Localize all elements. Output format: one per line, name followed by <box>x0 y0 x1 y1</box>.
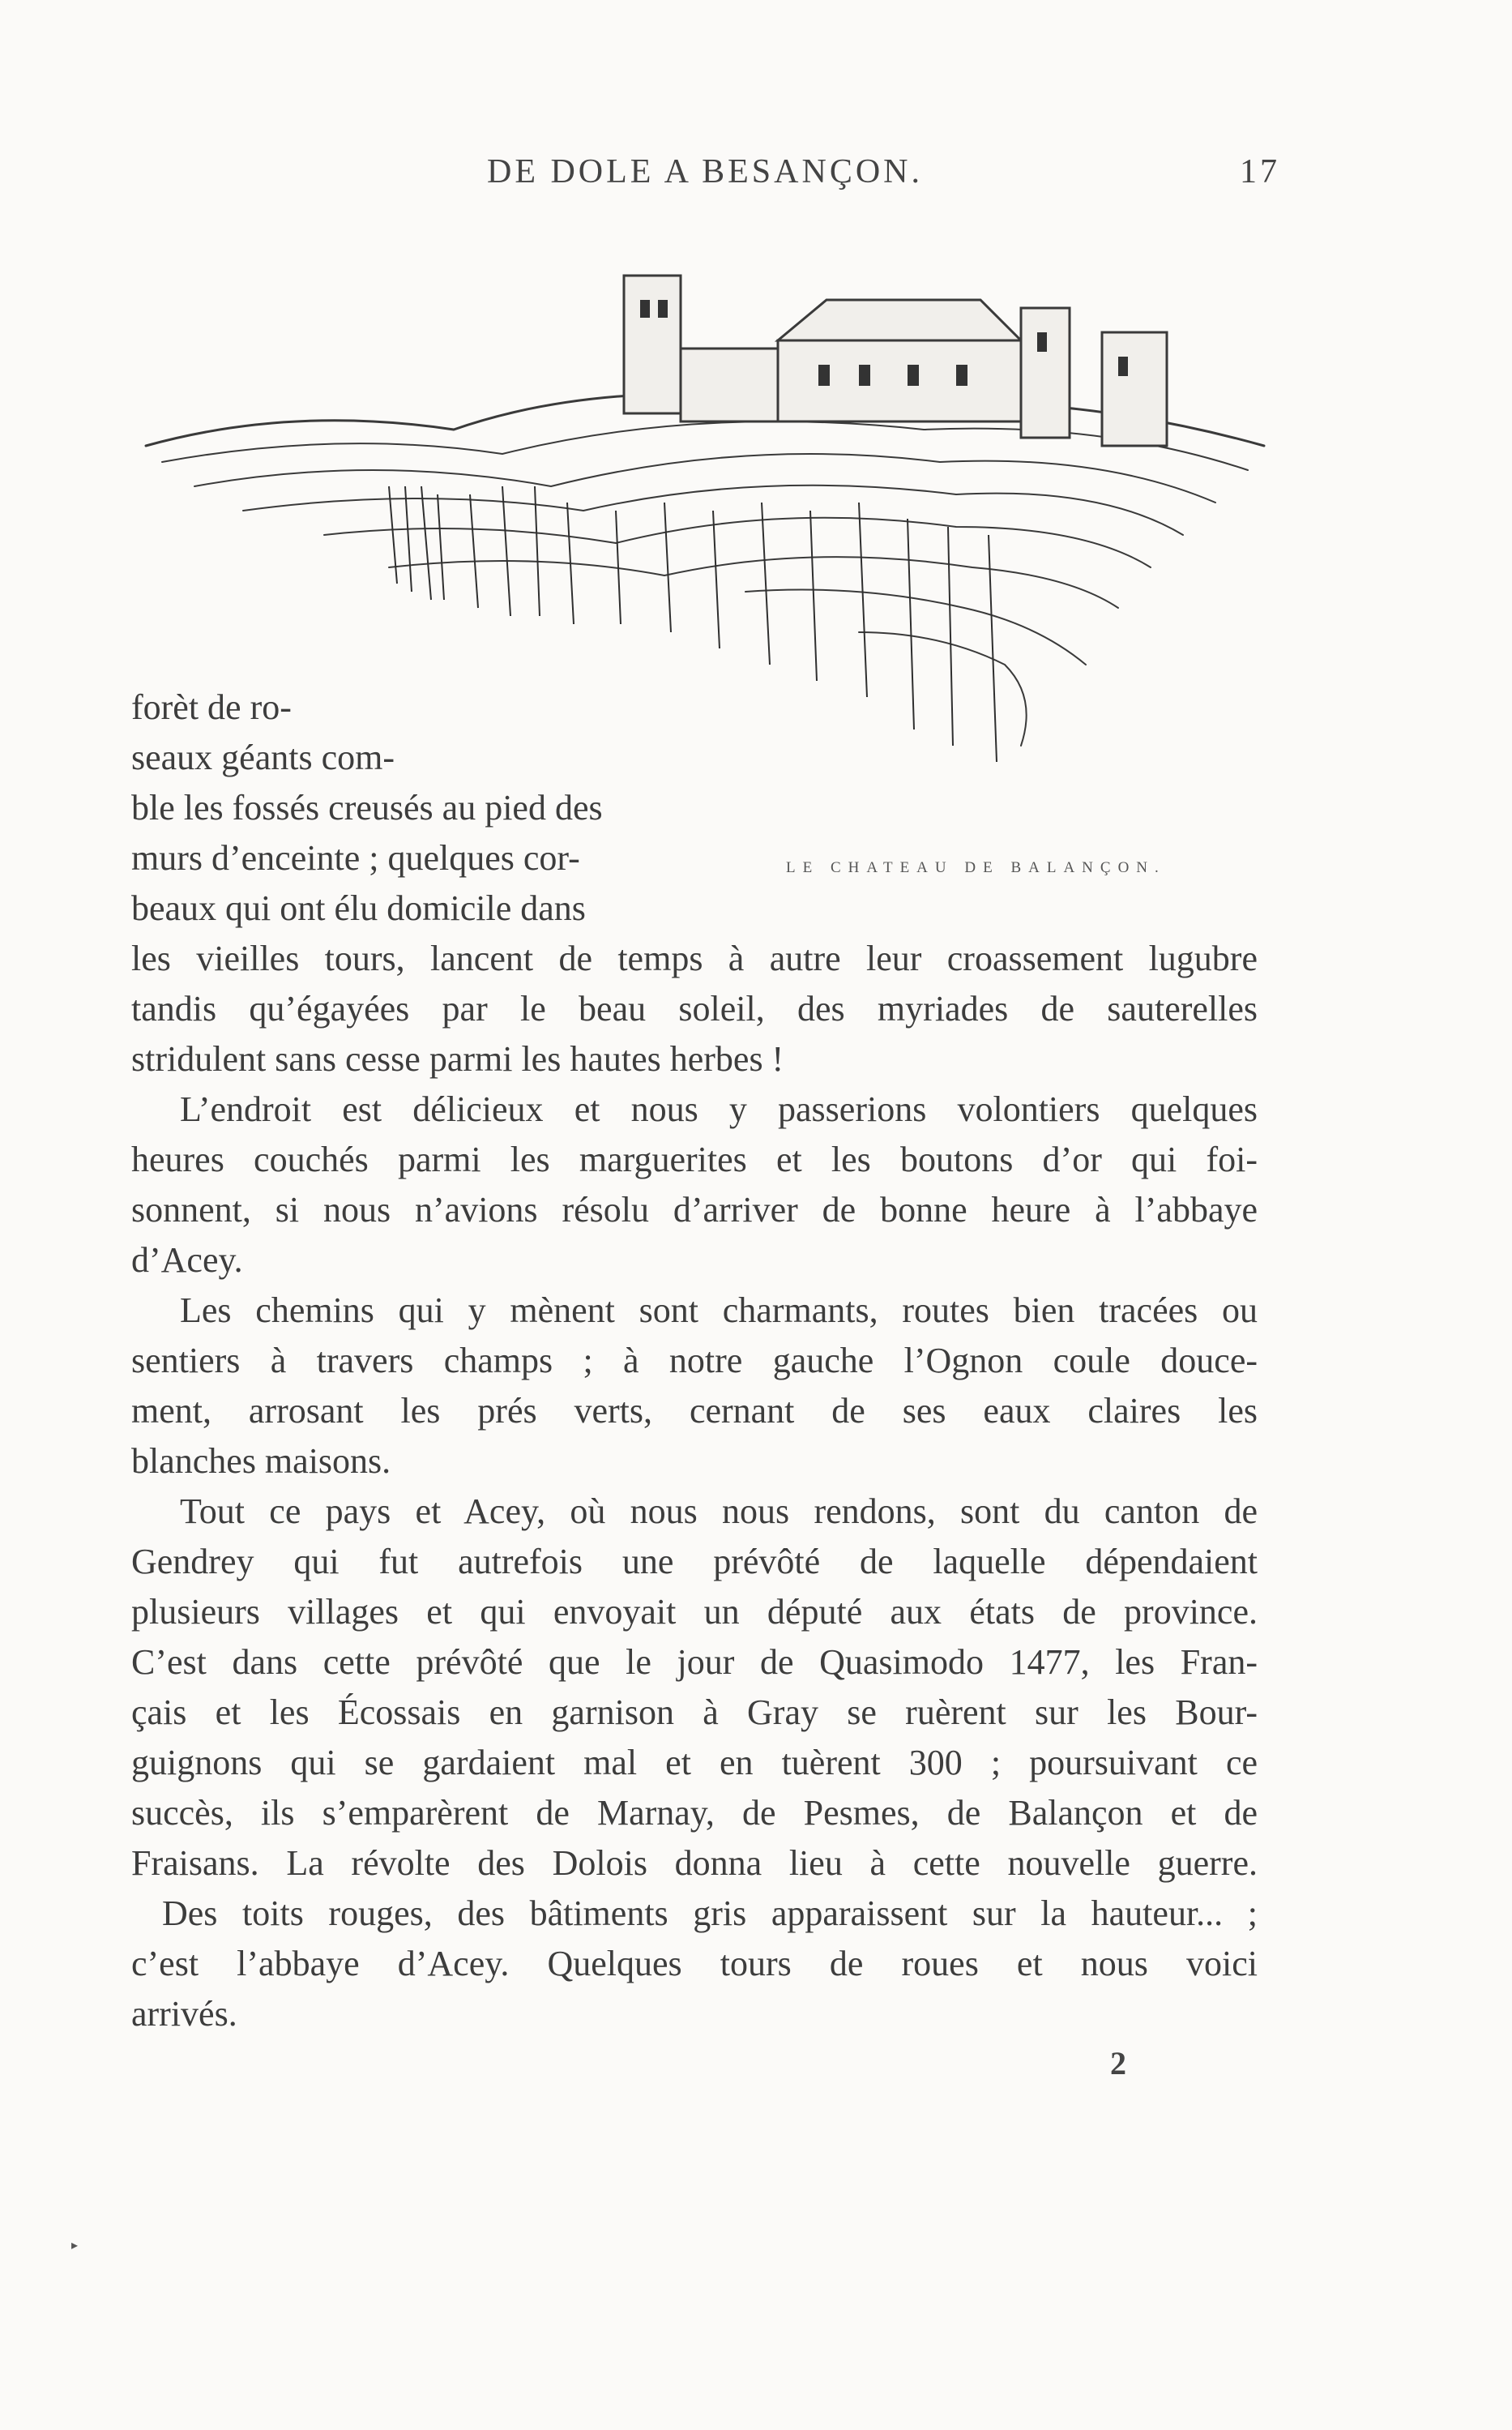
text-line: les vieilles tours, lancent de temps à autre leur croassement lugubre <box>131 939 1258 978</box>
signature-mark: 2 <box>1110 2045 1126 2081</box>
text-line: murs d’enceinte ; quelques cor- <box>131 838 580 878</box>
text-line: Tout ce pays et Acey, où nous nous rendons, sont du canton de <box>180 1491 1258 1531</box>
text-line: ment, arrosant les prés verts, cernant de ses eaux claires les <box>131 1391 1258 1431</box>
text-line: c’est l’abbaye d’Acey. Quelques tours de roues et nous voici <box>131 1944 1258 1983</box>
text-line: sentiers à travers champs ; à notre gauche l’Ognon coule douce- <box>131 1341 1258 1380</box>
text-line: d’Acey. <box>131 1240 243 1280</box>
text-line: Des toits rouges, des bâtiments gris apparaissent sur la hauteur... ; <box>162 1893 1258 1933</box>
text-line: beaux qui ont élu domicile dans <box>131 888 586 928</box>
text-line: ble les fossés creusés au pied des <box>131 788 603 828</box>
running-header <box>130 152 1280 201</box>
text-line: çais et les Écossais en garnison à Gray se ruèrent sur les Bour- <box>131 1692 1258 1732</box>
text-line: succès, ils s’emparèrent de Marnay, de Pesmes, de Balançon et de <box>131 1793 1258 1833</box>
margin-mark: ▸ <box>71 2239 79 2252</box>
vegetation-hatching <box>146 393 1264 746</box>
text-line: Les chemins qui y mènent sont charmants, routes bien tracées ou <box>180 1290 1258 1330</box>
text-line: tandis qu’égayées par le beau soleil, des myriades de sauterelles <box>131 989 1258 1029</box>
text-line: sonnent, si nous n’avions résolu d’arriver de bonne heure à l’abbaye <box>131 1190 1258 1230</box>
text-line: C’est dans cette prévôté que le jour de Quasimodo 1477, les Fran- <box>131 1642 1258 1682</box>
text-line: plusieurs villages et qui envoyait un député aux états de province. <box>131 1592 1258 1632</box>
text-line: stridulent sans cesse parmi les hautes herbes ! <box>131 1039 784 1079</box>
text-line: guignons qui se gardaient mal et en tuèrent 300 ; poursuivant ce <box>131 1743 1258 1782</box>
text-line: arrivés. <box>131 1994 237 2034</box>
text-line: L’endroit est délicieux et nous y passerions volontiers quelques <box>180 1089 1258 1129</box>
page-number: 17 <box>1240 153 1280 190</box>
chateau-buildings <box>624 276 1167 446</box>
text-line: seaux géants com- <box>131 738 395 777</box>
running-title: DE DOLE A BESANÇON. <box>486 153 924 190</box>
text-line: Gendrey qui fut autrefois une prévôté de laquelle dépendaient <box>131 1542 1258 1581</box>
text-line: forèt de ro- <box>131 687 292 727</box>
text-line: heures couchés parmi les marguerites et les boutons d’or qui foi- <box>131 1140 1258 1179</box>
illustration-caption: LE CHATEAU DE BALANÇON. <box>786 859 1166 876</box>
text-line: Fraisans. La révolte des Dolois donna lieu à cette nouvelle guerre. <box>131 1843 1258 1883</box>
text-line: blanches maisons. <box>131 1441 391 1481</box>
